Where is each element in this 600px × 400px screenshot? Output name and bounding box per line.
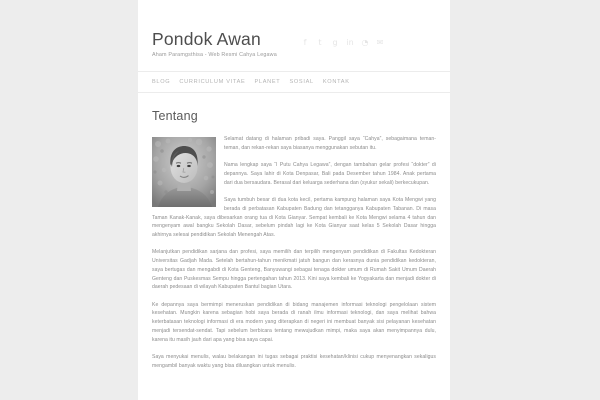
- google-plus-icon[interactable]: g: [332, 38, 338, 47]
- twitter-icon[interactable]: t: [318, 38, 322, 47]
- nav-item-curriculum-vitae[interactable]: CURRICULUM VITAE: [179, 79, 246, 86]
- paragraph: Nama lengkap saya “I Putu Cahya Legawa”, dengan tambahan gelar profesi “dokter” di depannya. Saya lahir di Kota Denpasar, Bali pada Desember tahun 1984. Anak pertama dari dua bersaudara. Berasal dari keluarga sederhana dan (syukur sekali) berkecukupan.: [224, 162, 436, 186]
- page-title: Tentang: [152, 109, 198, 124]
- facebook-icon[interactable]: f: [303, 38, 307, 47]
- site-description: Aham Paramgsthisa - Web Resmi Cahya Legawa: [152, 52, 277, 59]
- site-title[interactable]: Pondok Awan: [152, 29, 261, 49]
- paragraph: Selamat datang di halaman pribadi saya. Panggil saya “Cahya”, sebagaimana teman-teman, dan rekan-rekan saya biasanya menggunakan sebutan itu.: [224, 136, 436, 152]
- site-masthead: [138, 0, 450, 71]
- paragraph: Melanjutkan pendidikan sarjana dan profesi, saya memilih dan terpilih mengenyam pendidikan di Fakultas Kedokteran Universitas Gadjah Mada. Setelah bertahun-tahun menikmati jatuh bangun dan kerasnya dunia pendidikan kedokteran, saya bertugas dan mengabdi di Kota Genteng, Banyuwangi sebagai tenaga dokter umum di Rumah Sakit Umum Daerah Genteng dan Puskesmas Sempu hingga pertengahan tahun 2013. Kini saya kembali ke Yogyakarta dan menjadi dokter di daerah pedesaan di wilayah Kabupaten Bantul bagian Utara.: [152, 249, 436, 291]
- paragraph: Saya menyukai menulis, walau belakangan ini tugas sebagai praktisi kesehatan/klinisi cukup menyenangkan sekaligus mengambil banyak waktu yang bisa diluangkan untuk menulis.: [152, 353, 436, 369]
- paragraph: Ke depannya saya bermimpi meneruskan pendidikan di bidang manajemen informasi teknologi pengelolaan sistem kesehatan. Mungkin karena sebagian hobi saya berada di ranah ilmu informasi teknologi, dan saya melihat bahwa keterbatasan teknologi informasi di era modern yang diterapkan di negeri ini membuat banyak sisi pelayanan kesehatan menjadi tersendat-sendat. Tapi sebelum berbicara tentang mewujudkan mimpi, maka saya akan menyimpannya dulu, karena itu masih jauh dari apa yang bisa saya capai.: [152, 301, 436, 343]
- paragraph: Saya tumbuh besar di dua kota kecil, pertama kampung halaman saya Kota Mengwi yang berada di perbatasan Kabupaten Badung dan tetangganya Kabupaten Tabanan. Di masa Taman Kanak-Kanak, saya dibesarkan orang tua di Kota Gianyar. Sempat kembali ke Kota Mengwi selama 4 tahun dan mengenyam awal bangku Sekolah Dasar, sebelum pindah lagi ke Kota Gianyar saat kelas 5 Sekolah Dasar hingga akhirnya selesai pendidikan Sekolah Menengah Atas.: [152, 197, 436, 239]
- primary-navigation: [138, 71, 450, 93]
- main-content: [138, 93, 450, 388]
- linkedin-icon[interactable]: in: [346, 38, 354, 47]
- nav-item-blog[interactable]: BLOG: [152, 79, 171, 86]
- mail-icon[interactable]: ✉: [376, 38, 384, 47]
- entry-body: [152, 135, 436, 370]
- portrait-photo: [152, 137, 216, 207]
- nav-item-kontak[interactable]: KONTAK: [322, 79, 350, 86]
- site-container: [138, 0, 450, 400]
- nav-item-planet[interactable]: PLANET: [254, 79, 281, 86]
- nav-item-sosial[interactable]: SOSIAL: [289, 79, 314, 86]
- rss-icon[interactable]: ◔: [361, 38, 369, 47]
- social-links: [301, 38, 384, 47]
